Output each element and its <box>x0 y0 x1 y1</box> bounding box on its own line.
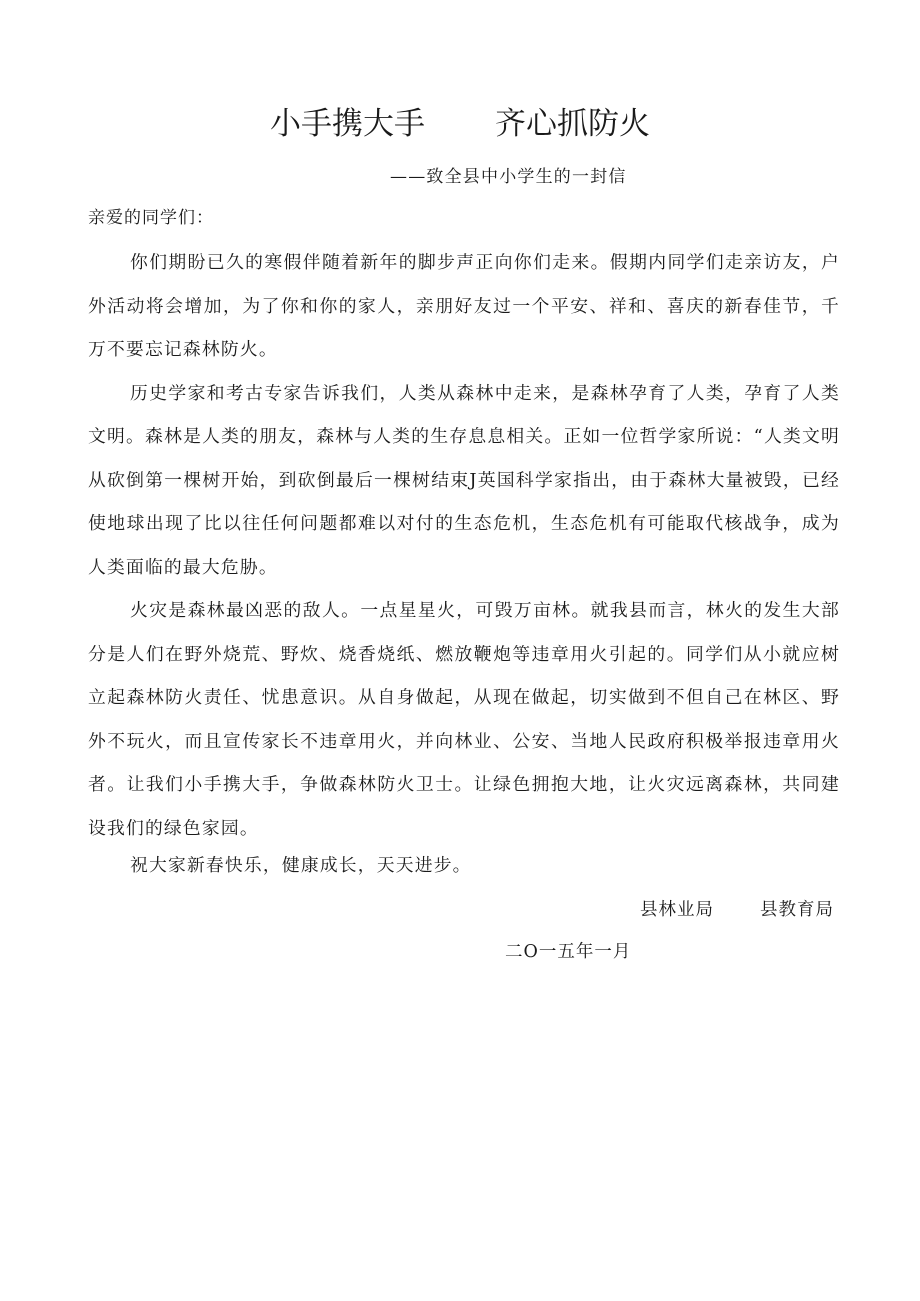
signature-block <box>640 893 834 927</box>
signer-education-bureau: 县教育局 <box>760 900 834 920</box>
paragraph-3: 火灾是森林最凶恶的敌人。一点星星火，可毁万亩林。就我县而言，林火的发生大部分是人们在野外烧荒、野炊、烧香烧纸、燃放鞭炮等违章用火引起的。同学们从小就应树立起森林防火责任、忧患意识。从自身做起，从现在做起，切实做到不但自己在林区、野外不玩火，而且宣传家长不违章用火，并向林业、公安、当地人民政府积极举报违章用火者。让我们小手携大手，争做森林防火卫士。让绿色拥抱大地，让火灾远离森林，共同建设我们的绿色家园。 <box>88 600 840 839</box>
closing-wishes: 祝大家新春快乐，健康成长，天天进步。 <box>130 855 472 876</box>
title-left: 小手携大手 <box>270 106 425 142</box>
letter-date: 二O一五年一月 <box>505 942 632 962</box>
letter-subtitle: ——致全县中小学生的一封信 <box>390 167 627 187</box>
paragraph-2: 历史学家和考古专家告诉我们，人类从森林中走来，是森林孕育了人类，孕育了人类文明。森林是人类的朋友，森林与人类的生存息息相关。正如一位哲学家所说：“人类文明从砍倒第一棵树开始，到砍倒最后一棵树结束J英国科学家指出，由于森林大量被毁，已经使地球出现了比以往任何问题都难以对付的生态危机，生态危机有可能取代核战争，成为人类面临的最大危胁。 <box>88 382 840 578</box>
signer-forestry-bureau: 县林业局 <box>640 900 714 920</box>
letter-title <box>0 100 920 148</box>
title-right: 齐心抓防火 <box>495 106 650 142</box>
salutation: 亲爱的同学们： <box>88 208 214 228</box>
paragraph-1: 你们期盼已久的寒假伴随着新年的脚步声正向你们走来。假期内同学们走亲访友，户外活动将会增加，为了你和你的家人，亲朋好友过一个平安、祥和、喜庆的新春佳节，千万不要忘记森林防火。 <box>88 252 840 360</box>
letter-body <box>88 241 840 850</box>
